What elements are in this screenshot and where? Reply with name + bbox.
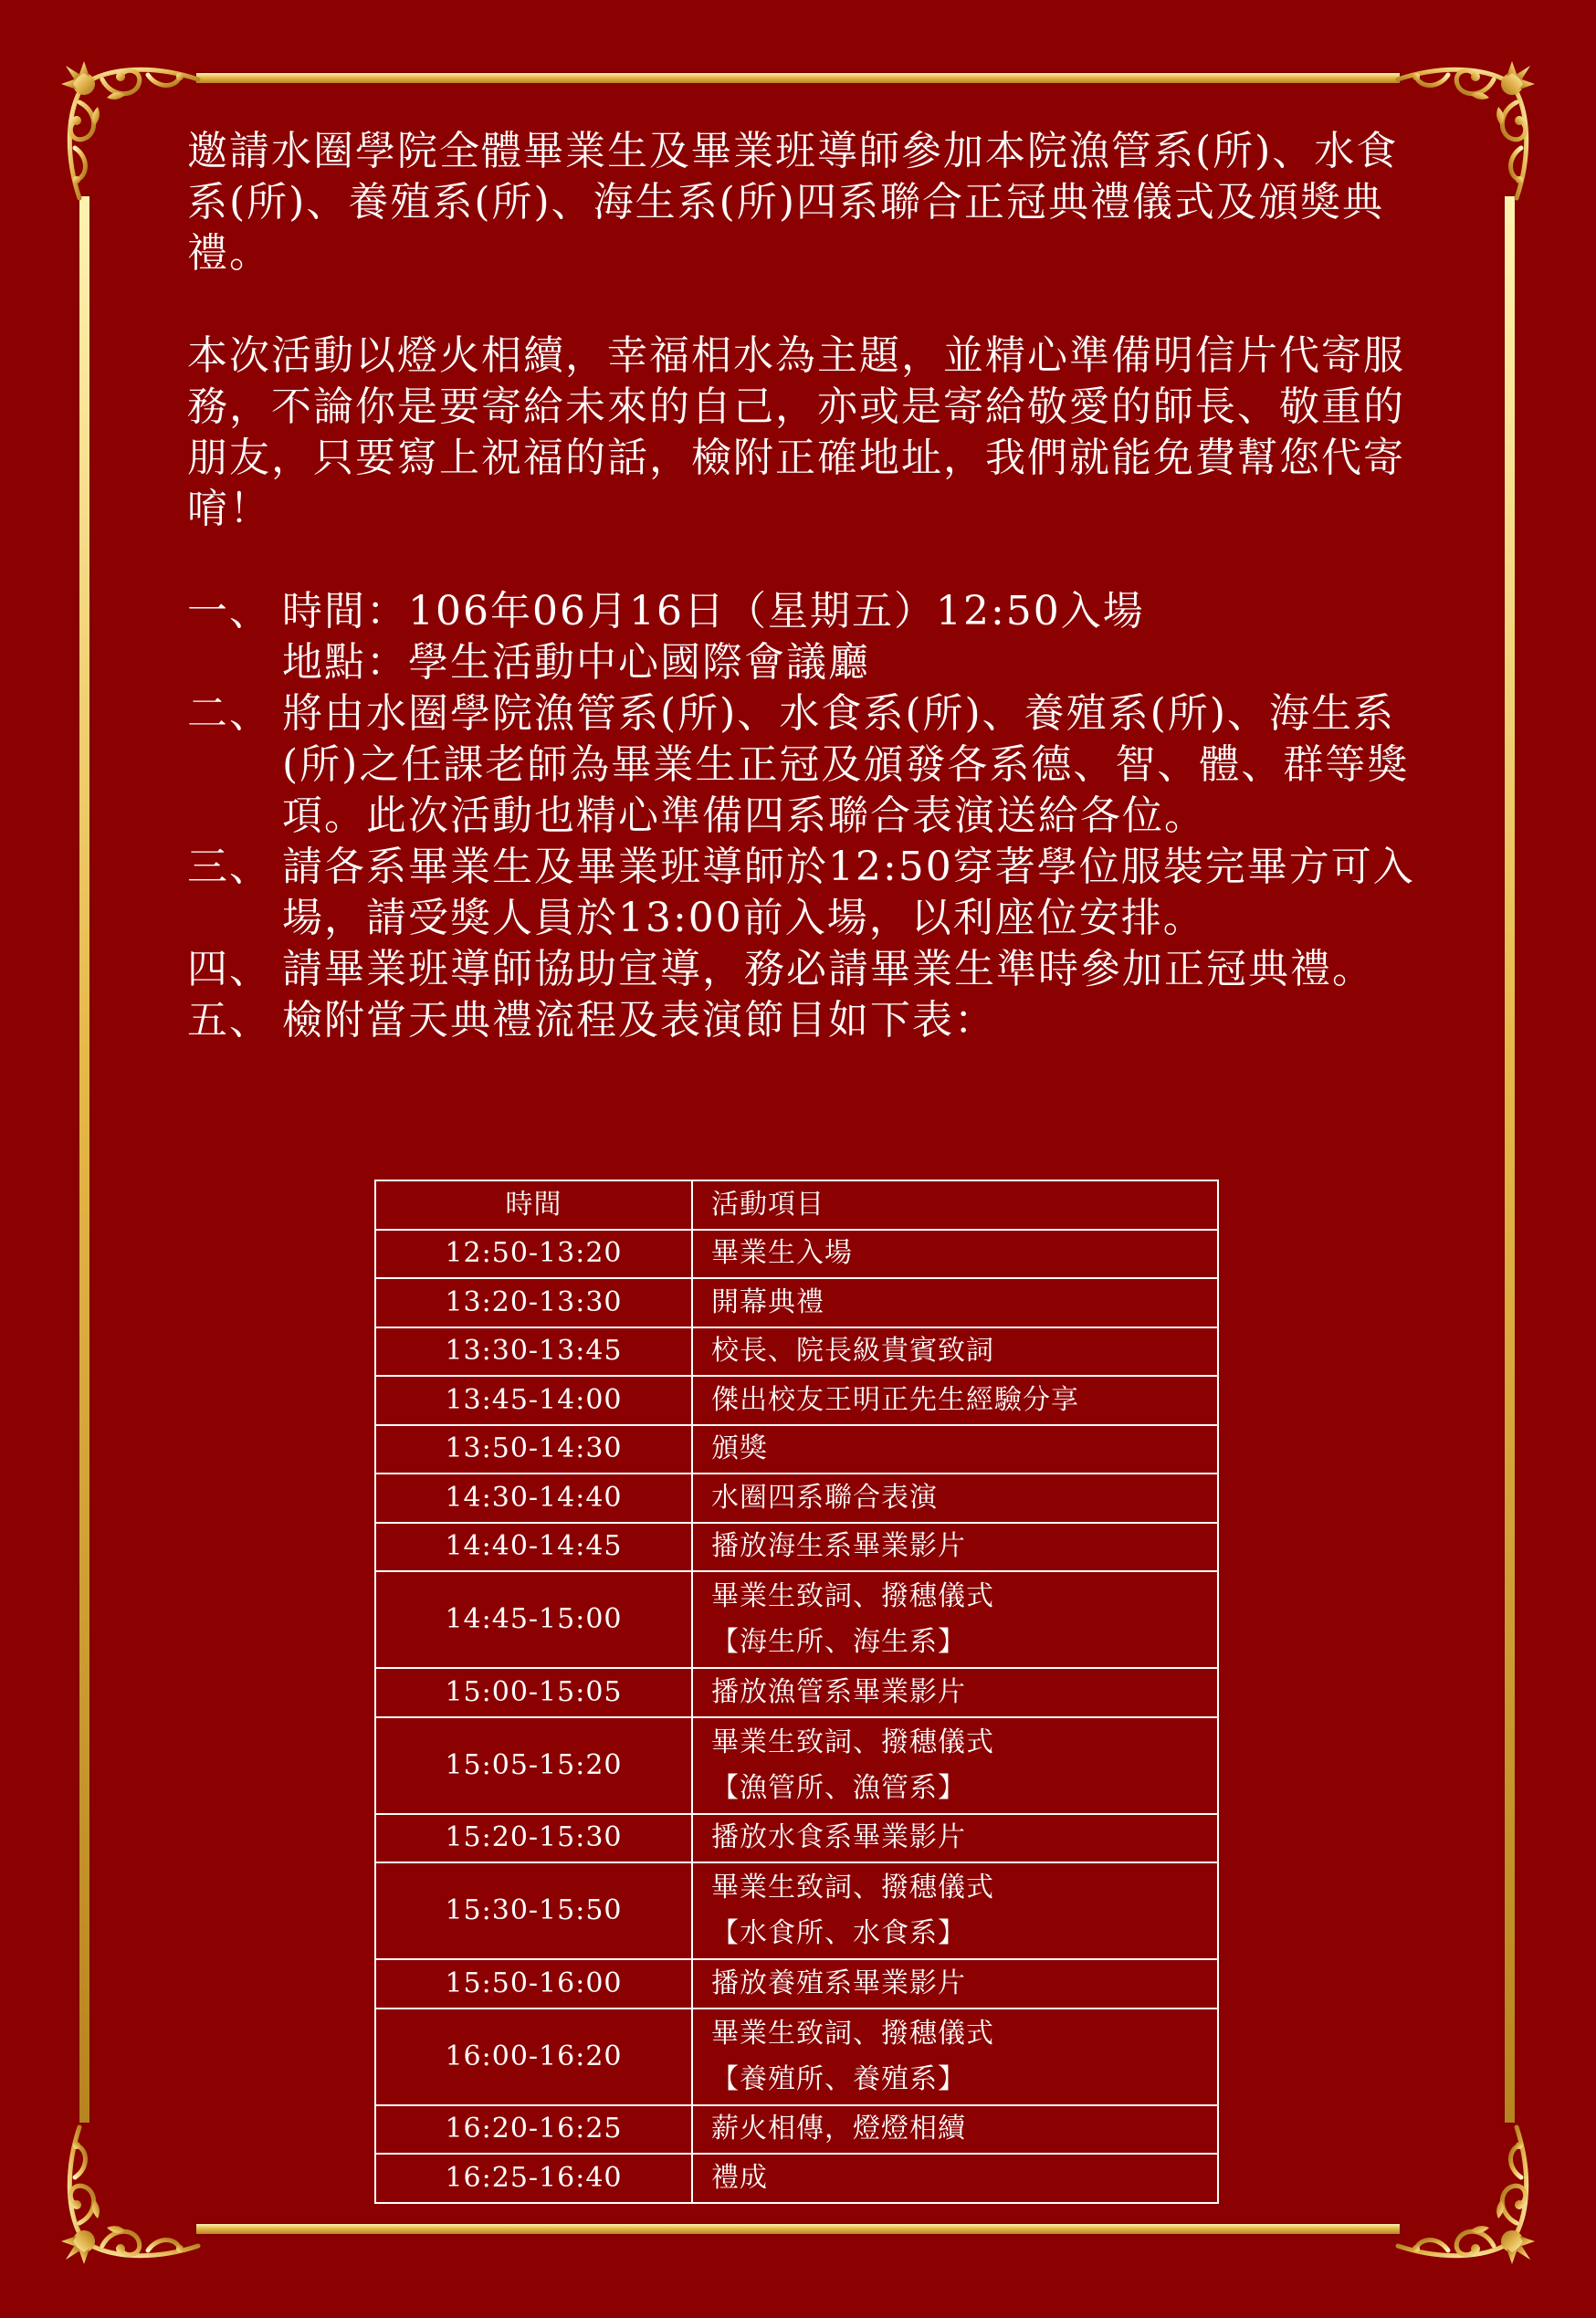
activity-cell: 畢業生入場	[692, 1230, 1218, 1279]
activity-cell: 畢業生致詞、撥穗儀式 【海生所、海生系】	[692, 1571, 1218, 1668]
table-row	[375, 1425, 1218, 1474]
corner-ornament-icon	[1393, 2123, 1549, 2278]
activity-cell: 薪火相傳，燈燈相續	[692, 2105, 1218, 2155]
activity-cell: 播放水食系畢業影片	[692, 1814, 1218, 1863]
table-row	[375, 2009, 1218, 2105]
time-column-header: 時間	[375, 1180, 692, 1230]
time-cell: 15:05-15:20	[375, 1717, 692, 1814]
floral-corner-icon	[47, 47, 203, 203]
time-cell: 13:50-14:30	[375, 1425, 692, 1474]
time-cell: 16:00-16:20	[375, 2009, 692, 2105]
floral-corner-icon	[1393, 2123, 1549, 2278]
activity-cell: 水圈四系聯合表演	[692, 1474, 1218, 1523]
table-row	[375, 1959, 1218, 2009]
table-row	[375, 1327, 1218, 1377]
time-cell: 14:40-14:45	[375, 1523, 692, 1572]
list-item	[187, 688, 1420, 842]
corner-ornament-icon	[47, 47, 203, 203]
list-item-text: 請各系畢業生及畢業班導師於12:50穿著學位服裝完畢方可入場，請受獎人員於13:00前入場，以利座位安排。	[282, 844, 1415, 941]
time-cell: 15:50-16:00	[375, 1959, 692, 2009]
activity-cell: 禮成	[692, 2154, 1218, 2203]
schedule-table	[374, 1180, 1219, 2204]
activity-cell: 畢業生致詞、撥穗儀式 【漁管所、漁管系】	[692, 1717, 1218, 1814]
activity-cell: 播放養殖系畢業影片	[692, 1959, 1218, 2009]
list-item	[187, 995, 1420, 1046]
time-cell: 15:00-15:05	[375, 1668, 692, 1717]
list-item	[187, 586, 1420, 688]
table-row	[375, 1668, 1218, 1717]
table-row	[375, 1278, 1218, 1327]
corner-ornament-icon	[47, 2123, 203, 2278]
time-cell: 15:30-15:50	[375, 1862, 692, 1959]
list-item-text: 檢附當天典禮流程及表演節目如下表：	[282, 997, 996, 1044]
time-cell: 16:25-16:40	[375, 2154, 692, 2203]
table-row	[375, 1814, 1218, 1863]
time-cell: 13:30-13:45	[375, 1327, 692, 1377]
time-cell: 16:20-16:25	[375, 2105, 692, 2155]
list-item-text: 將由水圈學院漁管系(所)、水食系(所)、養殖系(所)、海生系(所)之任課老師為畢業生正冠及頒發各系德、智、體、群等獎項。此次活動也精心準備四系聯合表演送給各位。	[282, 690, 1410, 839]
table-row	[375, 1862, 1218, 1959]
table-row	[375, 2154, 1218, 2203]
time-cell: 14:30-14:40	[375, 1474, 692, 1523]
time-cell: 13:45-14:00	[375, 1376, 692, 1425]
event-location: 地點：學生活動中心國際會議廳	[282, 639, 870, 686]
time-cell: 15:20-15:30	[375, 1814, 692, 1863]
activity-cell: 畢業生致詞、撥穗儀式 【養殖所、養殖系】	[692, 2009, 1218, 2105]
list-item-text: 請畢業班導師協助宣導，務必請畢業生準時參加正冠典禮。	[282, 946, 1374, 992]
list-item-number: 四、	[187, 946, 271, 992]
table-row	[375, 1474, 1218, 1523]
list-item	[187, 944, 1420, 995]
list-item-number: 一、	[187, 588, 271, 635]
activity-cell: 校長、院長級貴賓致詞	[692, 1327, 1218, 1377]
activity-cell: 傑出校友王明正先生經驗分享	[692, 1376, 1218, 1425]
frame-right-border	[1505, 196, 1515, 2123]
frame-top-border	[196, 73, 1400, 83]
floral-corner-icon	[47, 2123, 203, 2278]
time-cell: 12:50-13:20	[375, 1230, 692, 1279]
intro-paragraph: 邀請水圈學院全體畢業生及畢業班導師參加本院漁管系(所)、水食系(所)、養殖系(所)、海生系(所)四系聯合正冠典禮儀式及頒獎典禮。	[187, 128, 1399, 277]
table-row	[375, 1717, 1218, 1814]
frame-left-border	[79, 196, 89, 2123]
table-row	[375, 1571, 1218, 1668]
frame-bottom-border	[196, 2224, 1400, 2234]
table-row	[375, 1376, 1218, 1425]
table-row	[375, 1523, 1218, 1572]
event-time: 時間：106年06月16日（星期五）12:50入場	[282, 588, 1145, 635]
activity-cell: 畢業生致詞、撥穗儀式 【水食所、水食系】	[692, 1862, 1218, 1959]
invitation-content	[187, 126, 1420, 1046]
time-cell: 14:45-15:00	[375, 1571, 692, 1668]
activity-cell: 播放海生系畢業影片	[692, 1523, 1218, 1572]
time-cell: 13:20-13:30	[375, 1278, 692, 1327]
table-row	[375, 1230, 1218, 1279]
activity-cell: 開幕典禮	[692, 1278, 1218, 1327]
list-item	[187, 842, 1420, 944]
table-header-row	[375, 1180, 1218, 1230]
theme-paragraph: 本次活動以燈火相續，幸福相水為主題，並精心準備明信片代寄服務，不論你是要寄給未來的自己，亦或是寄給敬愛的師長、敬重的朋友，只要寫上祝福的話，檢附正確地址，我們就能免費幫您代寄唷！	[187, 332, 1405, 532]
list-item-number: 二、	[187, 690, 271, 737]
activity-cell: 播放漁管系畢業影片	[692, 1668, 1218, 1717]
table-row	[375, 2105, 1218, 2155]
list-item-number: 五、	[187, 997, 271, 1044]
activity-cell: 頒獎	[692, 1425, 1218, 1474]
activity-column-header: 活動項目	[692, 1180, 1218, 1230]
list-item-number: 三、	[187, 844, 271, 890]
